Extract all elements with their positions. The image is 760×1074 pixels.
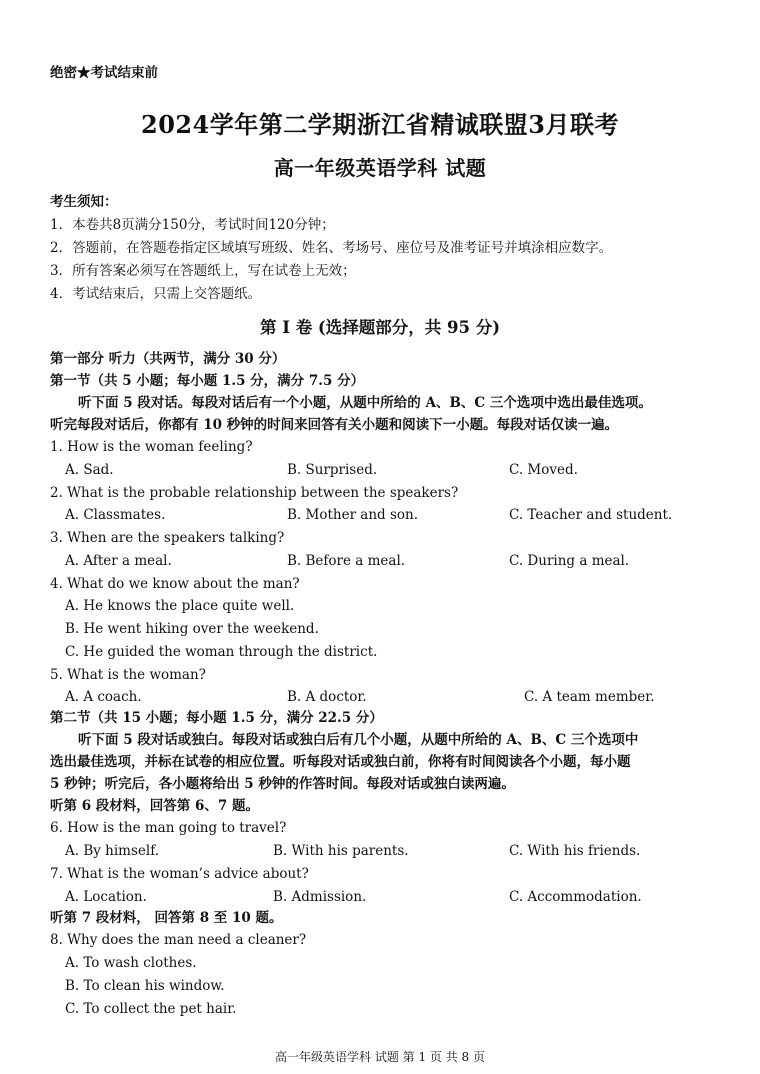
exam-subtitle: 高一年级英语学科 试题 — [273, 156, 487, 180]
option-a: A. After a meal. — [65, 553, 172, 569]
option-a: A. He knows the place quite well. — [65, 598, 295, 614]
confidential-label: 绝密★考试结束前 — [50, 65, 158, 81]
option-c: C. To collect the pet hair. — [65, 1001, 237, 1017]
section1-instruction: 听下面 5 段对话。每段对话后有一个小题，从题中所给的 A、B、C 三个选项中选出最佳选项。 — [78, 395, 652, 411]
notice-item: 1．本卷共8页满分150分，考试时间120分钟； — [50, 217, 335, 233]
option-c: C. A team member. — [524, 689, 655, 705]
question-stem: 6. How is the man going to travel? — [50, 820, 287, 836]
option-a: A. Classmates. — [65, 507, 166, 523]
page-footer: 高一年级英语学科 试题 第 1 页 共 8 页 — [275, 1050, 485, 1064]
section2-instruction: 听下面 5 段对话或独白。每段对话或独白后有几个小题，从题中所给的 A、B、C 三个选项中 — [78, 732, 639, 748]
part1-heading: 第一部分 听力（共两节，满分 30 分） — [50, 351, 286, 367]
option-c: C. He guided the woman through the district. — [65, 644, 378, 660]
option-b: B. Admission. — [273, 889, 367, 905]
section2-heading: 第二节（共 15 小题；每小题 1.5 分，满分 22.5 分） — [50, 710, 383, 726]
option-b: B. Before a meal. — [287, 553, 406, 569]
material-heading: 听第 7 段材料， 回答第 8 至 10 题。 — [50, 910, 283, 926]
notice-item: 3．所有答案必须写在答题纸上，写在试卷上无效； — [50, 263, 356, 279]
option-b: B. To clean his window. — [65, 978, 225, 994]
option-c: C. Accommodation. — [509, 889, 642, 905]
option-a: A. Sad. — [65, 462, 114, 478]
option-c: C. With his friends. — [509, 843, 641, 859]
section2-instruction: 选出最佳选项，并标在试卷的相应位置。听每段对话或独白前，你将有时间阅读各个小题，每小题 — [50, 754, 631, 770]
section1-instruction: 听完每段对话后，你都有 10 秒钟的时间来回答有关小题和阅读下一小题。每段对话仅读一遍。 — [50, 417, 619, 433]
option-a: A. Location. — [65, 889, 147, 905]
material-heading: 听第 6 段材料，回答第 6、7 题。 — [50, 798, 259, 814]
option-a: A. By himself. — [65, 843, 160, 859]
notice-item: 4．考试结束后，只需上交答题纸。 — [50, 286, 262, 302]
question-stem: 4. What do we know about the man? — [50, 576, 300, 592]
question-stem: 7. What is the woman’s advice about? — [50, 866, 309, 882]
question-stem: 5. What is the woman? — [50, 667, 206, 683]
section1-heading: 第一节（共 5 小题；每小题 1.5 分，满分 7.5 分） — [50, 373, 365, 389]
volume-heading: 第 I 卷 (选择题部分，共 95 分) — [259, 318, 500, 337]
option-b: B. A doctor. — [287, 689, 367, 705]
question-stem: 3. When are the speakers talking? — [50, 530, 285, 546]
exam-title: 2024学年第二学期浙江省精诚联盟3月联考 — [141, 110, 619, 139]
notice-item: 2．答题前，在答题卷指定区域填写班级、姓名、考场号、座位号及准考证号并填涂相应数字。 — [50, 240, 613, 256]
option-c: C. Moved. — [509, 462, 578, 478]
question-stem: 1. How is the woman feeling? — [50, 439, 253, 455]
option-b: B. Mother and son. — [287, 507, 419, 523]
option-c: C. During a meal. — [509, 553, 630, 569]
option-b: B. With his parents. — [273, 843, 409, 859]
notice-heading: 考生须知： — [50, 194, 118, 210]
option-b: B. Surprised. — [287, 462, 378, 478]
option-a: A. To wash clothes. — [65, 955, 197, 971]
option-c: C. Teacher and student. — [509, 507, 673, 523]
option-a: A. A coach. — [65, 689, 142, 705]
question-stem: 2. What is the probable relationship between the speakers? — [50, 485, 459, 501]
question-stem: 8. Why does the man need a cleaner? — [50, 932, 307, 948]
option-b: B. He went hiking over the weekend. — [65, 621, 319, 637]
section2-instruction: 5 秒钟；听完后，各小题将给出 5 秒钟的作答时间。每段对话或独白读两遍。 — [50, 776, 515, 792]
